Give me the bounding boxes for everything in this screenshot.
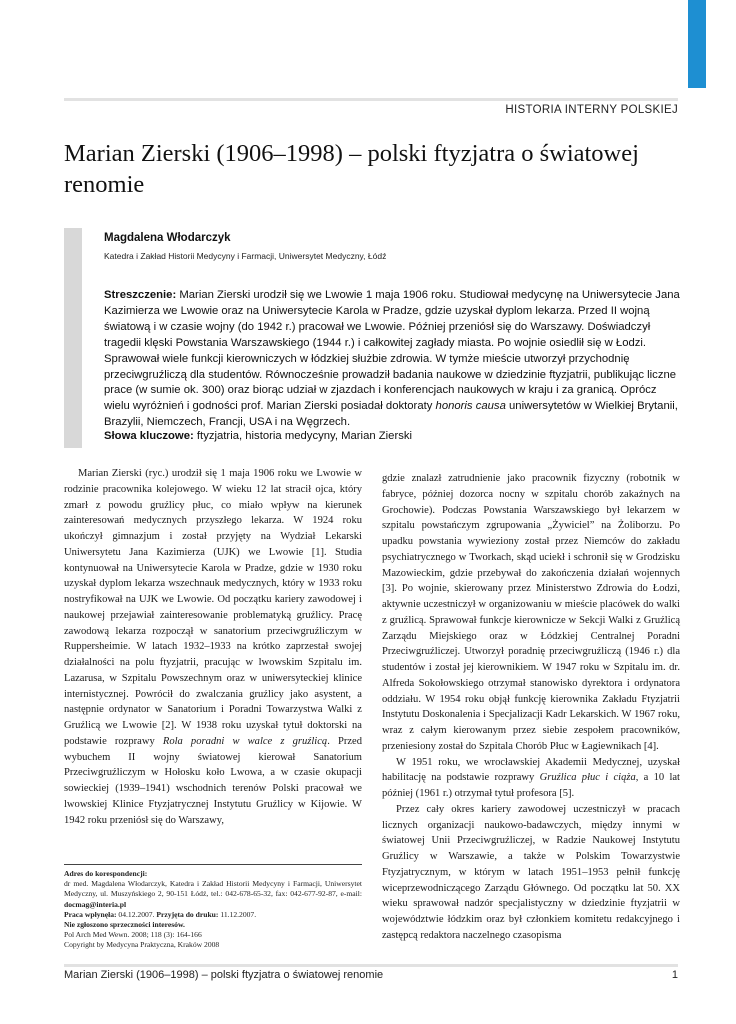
author-name: Magdalena Włodarczyk: [104, 232, 231, 244]
received-date: 04.12.2007.: [118, 909, 155, 919]
running-title: Marian Zierski (1906–1998) – polski ftyzjatra o światowej renomie: [64, 969, 384, 981]
thesis-title: Rola poradni w walce z gruźlicą: [162, 735, 328, 747]
correspondence-address: dr med. Magdalena Włodarczyk, Katedra i Zakład Historii Medycyny i Farmacji, Uniwersytet Medyczny, ul. Muszyńskiego 2, 90-151 Łódź, tel.: 042-678-65-32, fax: 042-677-92-87, e-mail:: [64, 879, 362, 899]
abstract-text: Marian Zierski urodził się we Lwowie 1 maja 1906 roku. Studiował medycynę na Uniwersytecie Jana Kazimierza we Lwowie oraz na Uniwersytecie Karola w Pradze, gdzie uzyskał dyplom lekarza. Przed II wojną światową i w czasie wojny (do 1942 r.) pracował we Lwowie. Później przeniósł się do Warszawy. Doświadczył tragedii klęski Powstania Warszawskiego (1944 r.) i całkowitej zagłady miasta. Po wojnie osiedlił się w Łodzi. Sprawował wiele funkcji kierowniczych w łódzkiej służbie zdrowia. W tymże mieście utworzył przychodnię przeciwgruźliczą dla studentów. Równocześnie prowadził badania naukowe w dziedzinie ftyzjatrii, publikując liczne prace (w sumie ok. 300) oraz biorąc udział w zjazdach i konferencjach naukowych w kraju i za granicą. Oprócz wielu wyróżnień i godności prof. Marian Zierski posiadał doktoraty: [104, 289, 680, 413]
paragraph-text: W 1951 roku, we wrocławskiej Akademii Medycznej, uzyskał habilitację na podstawie rozprawy: [382, 756, 680, 784]
body-column-left: [64, 466, 362, 828]
section-label: HISTORIA INTERNY POLSKIEJ: [505, 104, 678, 116]
citation: Pol Arch Med Wewn. 2008; 118 (3): 164-166: [64, 930, 202, 940]
body-paragraph: [64, 466, 362, 828]
page-number: 1: [671, 969, 678, 981]
abstract: [104, 288, 684, 431]
keywords-text: ftyzjatria, historia medycyny, Marian Zierski: [196, 430, 413, 442]
body-paragraph: [382, 755, 680, 802]
accent-bar: [688, 0, 706, 88]
abstract-label: Streszczenie:: [104, 289, 177, 301]
correspondence-email[interactable]: docmag@interia.pl: [64, 899, 127, 909]
abstract-text-end: uniwersytetów w Wielkiej Brytanii, Brazylii, Niemczech, Francji, USA i na Węgrzech.: [104, 400, 678, 429]
accepted-date: 11.12.2007.: [220, 909, 257, 919]
abstract-italic: honoris causa: [435, 400, 506, 413]
footer-rule: [64, 964, 678, 967]
copyright: Copyright by Medycyna Praktyczna, Kraków 2008: [64, 940, 220, 950]
correspondence-label: Adres do korespondencji:: [64, 869, 148, 878]
abstract-side-bar: [64, 228, 82, 448]
author-affiliation: Katedra i Zakład Historii Medycyny i Farmacji, Uniwersytet Medyczny, Łódź: [104, 251, 387, 261]
keywords: [104, 430, 684, 442]
habilitation-title: Gruźlica płuc i ciąża: [539, 772, 636, 784]
body-paragraph: gdzie znalazł zatrudnienie jako pracownik fizyczny (robotnik w fabryce, później dozorca nocny w szpitalu chorób zakaźnych na Grochowie). Podczas Powstania Warszawskiego był lekarzem w szpitalu powstańczym zgrupowania „Żywiciel” na Żoliborzu. Po upadku powstania wywieziony został przez Niemców do zakładu psychiatrycznego w Tworkach, skąd uciekł i schronił się w Grodzisku Mazowieckim, gdzie przebywał do zakończenia działań wojennych [3]. Po wojnie, skierowany przez Ministerstwo Zdrowia do Łodzi, aktywnie uczestniczył w organizowaniu w mieście placówek do walki z gruźlicą. Sprawował funkcje kierownicze w Sekcji Walki z Gruźlicą Zarządu Miejskiego oraz w Łódzkiej Centralnej Poradni Przeciwgruźliczej. Utworzył poradnię przeciwgruźliczą (1946 r.) dla studentów i został jej kierownikiem. W 1947 roku w Szpitalu im. dr. Alfreda Sokołowskiego otrzymał stanowisko dyrektora i ordynatora oddziału. W 1954 roku objął funkcję kierownika Zakładu Ftyzjatrii Instytutu Doskonalenia i Specjalizacji Kadr Lekarskich. W 1967 roku, wraz z całym kierowanym przez siebie zespołem pracowników, przeniesiony został do Szpitala Chorób Płuc w Łagiewnikach [4].: [382, 473, 680, 752]
paragraph-text: Marian Zierski (ryc.) urodził się 1 maja 1906 roku we Lwowie w rodzinie pracownika kolejowego. W wieku 12 lat stracił ojca, który zmarł z powodu gruźlicy płuc, co miało wpływ na kierunek zainteresowań medycznych przyszłego lekarza. W 1924 roku ukończył gimnazjum i został przyjęty na Wydział Lekarski Uniwersytetu Jana Kazimierza (UJK) we Lwowie [1]. Studia kontynuował na Uniwersytecie Karola w Pradze, gdzie w 1930 roku uzyskał dyplom lekarza wszechnauk medycznych, który w 1933 roku nostryfikował na UJK we Lwowie. Od początku kariery zawodowej i naukowej przejawiał zainteresowanie problematyką gruźlicy. Pracę zawodową lekarza rozpoczął w sanatorium przeciwgruźliczym w Ruppersheimie. W latach 1932–1933 na krótko zaprzestał swojej działalności na polu ftyzjatrii, pracując w lwowskim Szpitalu im. Lazarusa, w Szpitalu Powszechnym oraz w uniwersyteckiej klinice internistycznej. Powrócił do zwalczania gruźlicy jako asystent, a następnie ordynator w Sanatorium i Poradni Towarzystwa Walki z Gruźlicą we Lwowie [2]. W 1938 roku uzyskał tytuł doktorski na podstawie rozprawy: [64, 468, 362, 747]
accepted-label: Przyjęta do druku:: [156, 909, 219, 919]
paragraph-text: , a 10 lat później (1961 r.) otrzymał tytuł profesora [5].: [382, 772, 680, 799]
header-rule: [64, 98, 678, 101]
article-title: Marian Zierski (1906–1998) – polski ftyzjatra o światowej renomie: [64, 140, 639, 198]
correspondence-block: [64, 869, 362, 951]
body-column-right: [382, 471, 680, 944]
received-label: Praca wpłynęła:: [64, 909, 117, 919]
paragraph-text: . Przed wybuchem II wojny światowej kierował Sanatorium Przeciwgruźliczym w Hołosku koło Lwowa, a w czasie okupacji sowieckiej (1939–1941) wschodnich terenów Polski pracował we lwowskiej Klinice Ftyzjatrycznej Instytutu Gruźlicy w Kijowie. W 1942 roku przeniósł się do Warszawy,: [64, 735, 362, 826]
body-paragraph: Przez cały okres kariery zawodowej uczestniczył w pracach licznych organizacji naukowo-badawczych, między innymi w światowej Unii Przeciwgruźliczej, w Radzie Naukowej Instytutu Gruźlicy w Warszawie, a także w Polskim Towarzystwie Ftyzjatrycznym, w którym w latach 1951–1953 pełnił funkcję wiceprzewodniczącego Zarządu Głównego. Od początku lat 50. XX wieku sprawował nadzór specjalistyczny w dziedzinie ftyzjatrii w województwie łódzkim oraz był członkiem komitetu redakcyjnego i zastępcą redaktora naczelnego czasopisma: [382, 803, 680, 941]
conflict-statement: Nie zgłoszono sprzeczności interesów.: [64, 920, 185, 930]
correspondence-rule: [64, 864, 362, 865]
keywords-label: Słowa kluczowe:: [104, 430, 194, 442]
